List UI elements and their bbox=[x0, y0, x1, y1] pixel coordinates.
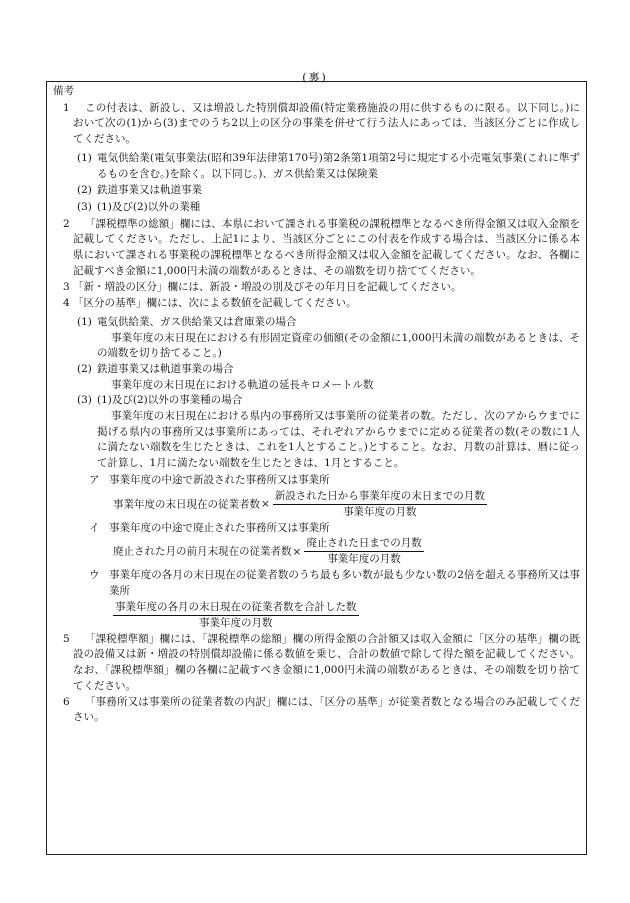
formula-i-fraction bbox=[304, 536, 424, 567]
formula-i-times: × bbox=[292, 545, 302, 558]
note-4-sub-2-title bbox=[51, 362, 580, 378]
case-i-text: 事業年度の中途で廃止された事務所又は事業所 bbox=[109, 521, 330, 534]
note-1-item-1-number: (1) bbox=[77, 151, 92, 164]
note-4-sub-3-title-text: (1)及び(2)以外の事業種の場合 bbox=[97, 394, 243, 407]
note-4-sub-2-number: (2) bbox=[77, 362, 92, 375]
case-u-mark: ウ bbox=[89, 569, 100, 582]
formula-a-lhs: 事業年度の末日現在の従業者数 bbox=[113, 498, 260, 511]
note-1-item-1-text: 電気供給業(電気事業法(昭和39年法律第170号)第2条第1項第2号に規定する小売電気事業(これに準ずるものを含む。)を除く。以下同じ。)、ガス供給業又は保険業 bbox=[97, 151, 580, 180]
case-u-text: 事業年度の各月の末日現在の従業者数のうち最も多い数が最も少ない数の2倍を超える事務所又は事業所 bbox=[109, 569, 580, 597]
page-heading: (裏) bbox=[302, 71, 328, 84]
formula-u-fraction bbox=[113, 600, 359, 631]
case-a bbox=[51, 473, 580, 489]
formula-i-denominator: 事業年度の月数 bbox=[327, 553, 401, 566]
note-3-text: 「新・増設の区分」欄には、新設・増設の別及びその年月日を記載してください。 bbox=[73, 281, 462, 294]
formula-a-times: × bbox=[261, 498, 270, 511]
note-6-number: 6 bbox=[63, 695, 70, 708]
case-a-text: 事業年度の中途で新設された事務所又は事業所 bbox=[109, 473, 330, 486]
note-1-item-2 bbox=[51, 183, 580, 199]
note-4-sub-1-number: (1) bbox=[77, 315, 92, 328]
case-a-mark: ア bbox=[89, 473, 100, 486]
note-1 bbox=[51, 101, 580, 148]
note-4-sub-2-body: 事業年度の末日現在における軌道の延長キロメートル数 bbox=[111, 378, 374, 391]
formula-i-lhs: 廃止された月の前月末現在の従業者数 bbox=[113, 545, 292, 558]
formula-a-denominator: 事業年度の月数 bbox=[343, 505, 417, 518]
note-1-text: この付表は、新設し、又は増設した特別償却設備(特定業務施設の用に供するものに限る。以下同じ。)において次の(1)から(3)までのうち2以上の区分の事業を併せて行う法人にあっては、当該区分ごとに作成してください。 bbox=[73, 101, 580, 146]
formula-i-numerator: 廃止された日までの月数 bbox=[304, 536, 424, 552]
formula-i bbox=[51, 536, 580, 567]
case-i-mark: イ bbox=[89, 521, 100, 534]
note-1-item-3-text: (1)及び(2)以外の業種 bbox=[97, 200, 201, 213]
note-5 bbox=[51, 632, 580, 695]
note-4-sub-1-body: 事業年度の末日現在における有形固定資産の価額(その金額に1,000円未満の端数があるときは、その端数を切り捨てること。) bbox=[97, 331, 580, 360]
note-2-text: 「課税標準の総額」欄には、本県において課される事業税の課税標準となるべき所得金額又は収入金額を記載してください。ただし、上記1により、当該区分ごとにこの付表を作成する場合は、当該区分に係る本県において課される事業税の課税標準となるべき所得金額又は収入金額を記載してください。なお、各欄に記載すべき金額に1,000円未満の端数があるときは、その端数を切り捨ててください。 bbox=[73, 217, 580, 277]
remarks-label: 備考 bbox=[53, 85, 74, 97]
note-2-number: 2 bbox=[63, 217, 70, 230]
formula-a-numerator: 新設された日から事業年度の末日までの月数 bbox=[273, 489, 487, 505]
note-4-sub-3-body: 事業年度の末日現在における県内の事務所又は事業所の従業者の数。ただし、次のアからウまでに掲げる県内の事務所又は事業所にあっては、それぞれアからウまでに定める従業者の数(その数に1人に満たない端数を生じたときは、これを1人とすること。)とすること。なお、月数の計算は、暦に従って計算し、1月に満たない端数を生じたときは、1月とすること。 bbox=[97, 410, 580, 470]
formula-u-numerator: 事業年度の各月の末日現在の従業者数を合計した数 bbox=[113, 600, 359, 616]
note-3 bbox=[51, 280, 580, 296]
case-u bbox=[51, 568, 580, 599]
note-1-item-3 bbox=[51, 200, 580, 216]
remarks-frame bbox=[46, 81, 587, 855]
note-4-sub-1-title bbox=[51, 315, 580, 331]
note-1-number: 1 bbox=[63, 101, 70, 114]
note-3-number: 3 bbox=[63, 281, 70, 294]
note-4-sub-3-number: (3) bbox=[77, 394, 92, 407]
note-4-sub-3-title bbox=[51, 393, 580, 409]
note-4-number: 4 bbox=[63, 297, 70, 310]
note-4-sub-1-title-text: 電気供給業、ガス供給業又は倉庫業の場合 bbox=[97, 315, 297, 328]
remarks-content bbox=[51, 84, 580, 726]
note-1-item-2-number: (2) bbox=[77, 184, 92, 197]
formula-u-denominator: 事業年度の月数 bbox=[199, 616, 273, 629]
formula-u bbox=[51, 600, 580, 631]
note-2 bbox=[51, 217, 580, 280]
note-1-item-2-text: 鉄道事業又は軌道事業 bbox=[97, 184, 202, 197]
note-6 bbox=[51, 695, 580, 726]
case-i bbox=[51, 521, 580, 537]
note-1-item-3-number: (3) bbox=[77, 200, 92, 213]
note-5-text: 「課税標準額」欄には、「課税標準の総額」欄の所得金額の合計額又は収入金額に「区分の基準」欄の既設の設備又は新・増設の特別償却設備に係る数値を乗じ、合計の数値で除して得た額を記載してください。なお、「課税標準額」欄の各欄に記載すべき金額に1,000円未満の端数があるときは、その端数を切り捨ててください。 bbox=[73, 632, 580, 692]
note-4-text: 「区分の基準」欄には、次による数値を記載してください。 bbox=[73, 297, 357, 310]
note-4-sub-2-title-text: 鉄道事業又は軌道事業の場合 bbox=[97, 362, 234, 375]
note-5-number: 5 bbox=[63, 632, 70, 645]
note-1-item-1 bbox=[51, 151, 580, 182]
formula-a-fraction bbox=[273, 489, 487, 520]
note-6-text: 「事務所又は事業所の従業者数の内訳」欄には、「区分の基準」が従業者数となる場合のみ記載してください。 bbox=[73, 695, 580, 724]
note-4 bbox=[51, 296, 580, 312]
formula-a bbox=[51, 489, 580, 520]
